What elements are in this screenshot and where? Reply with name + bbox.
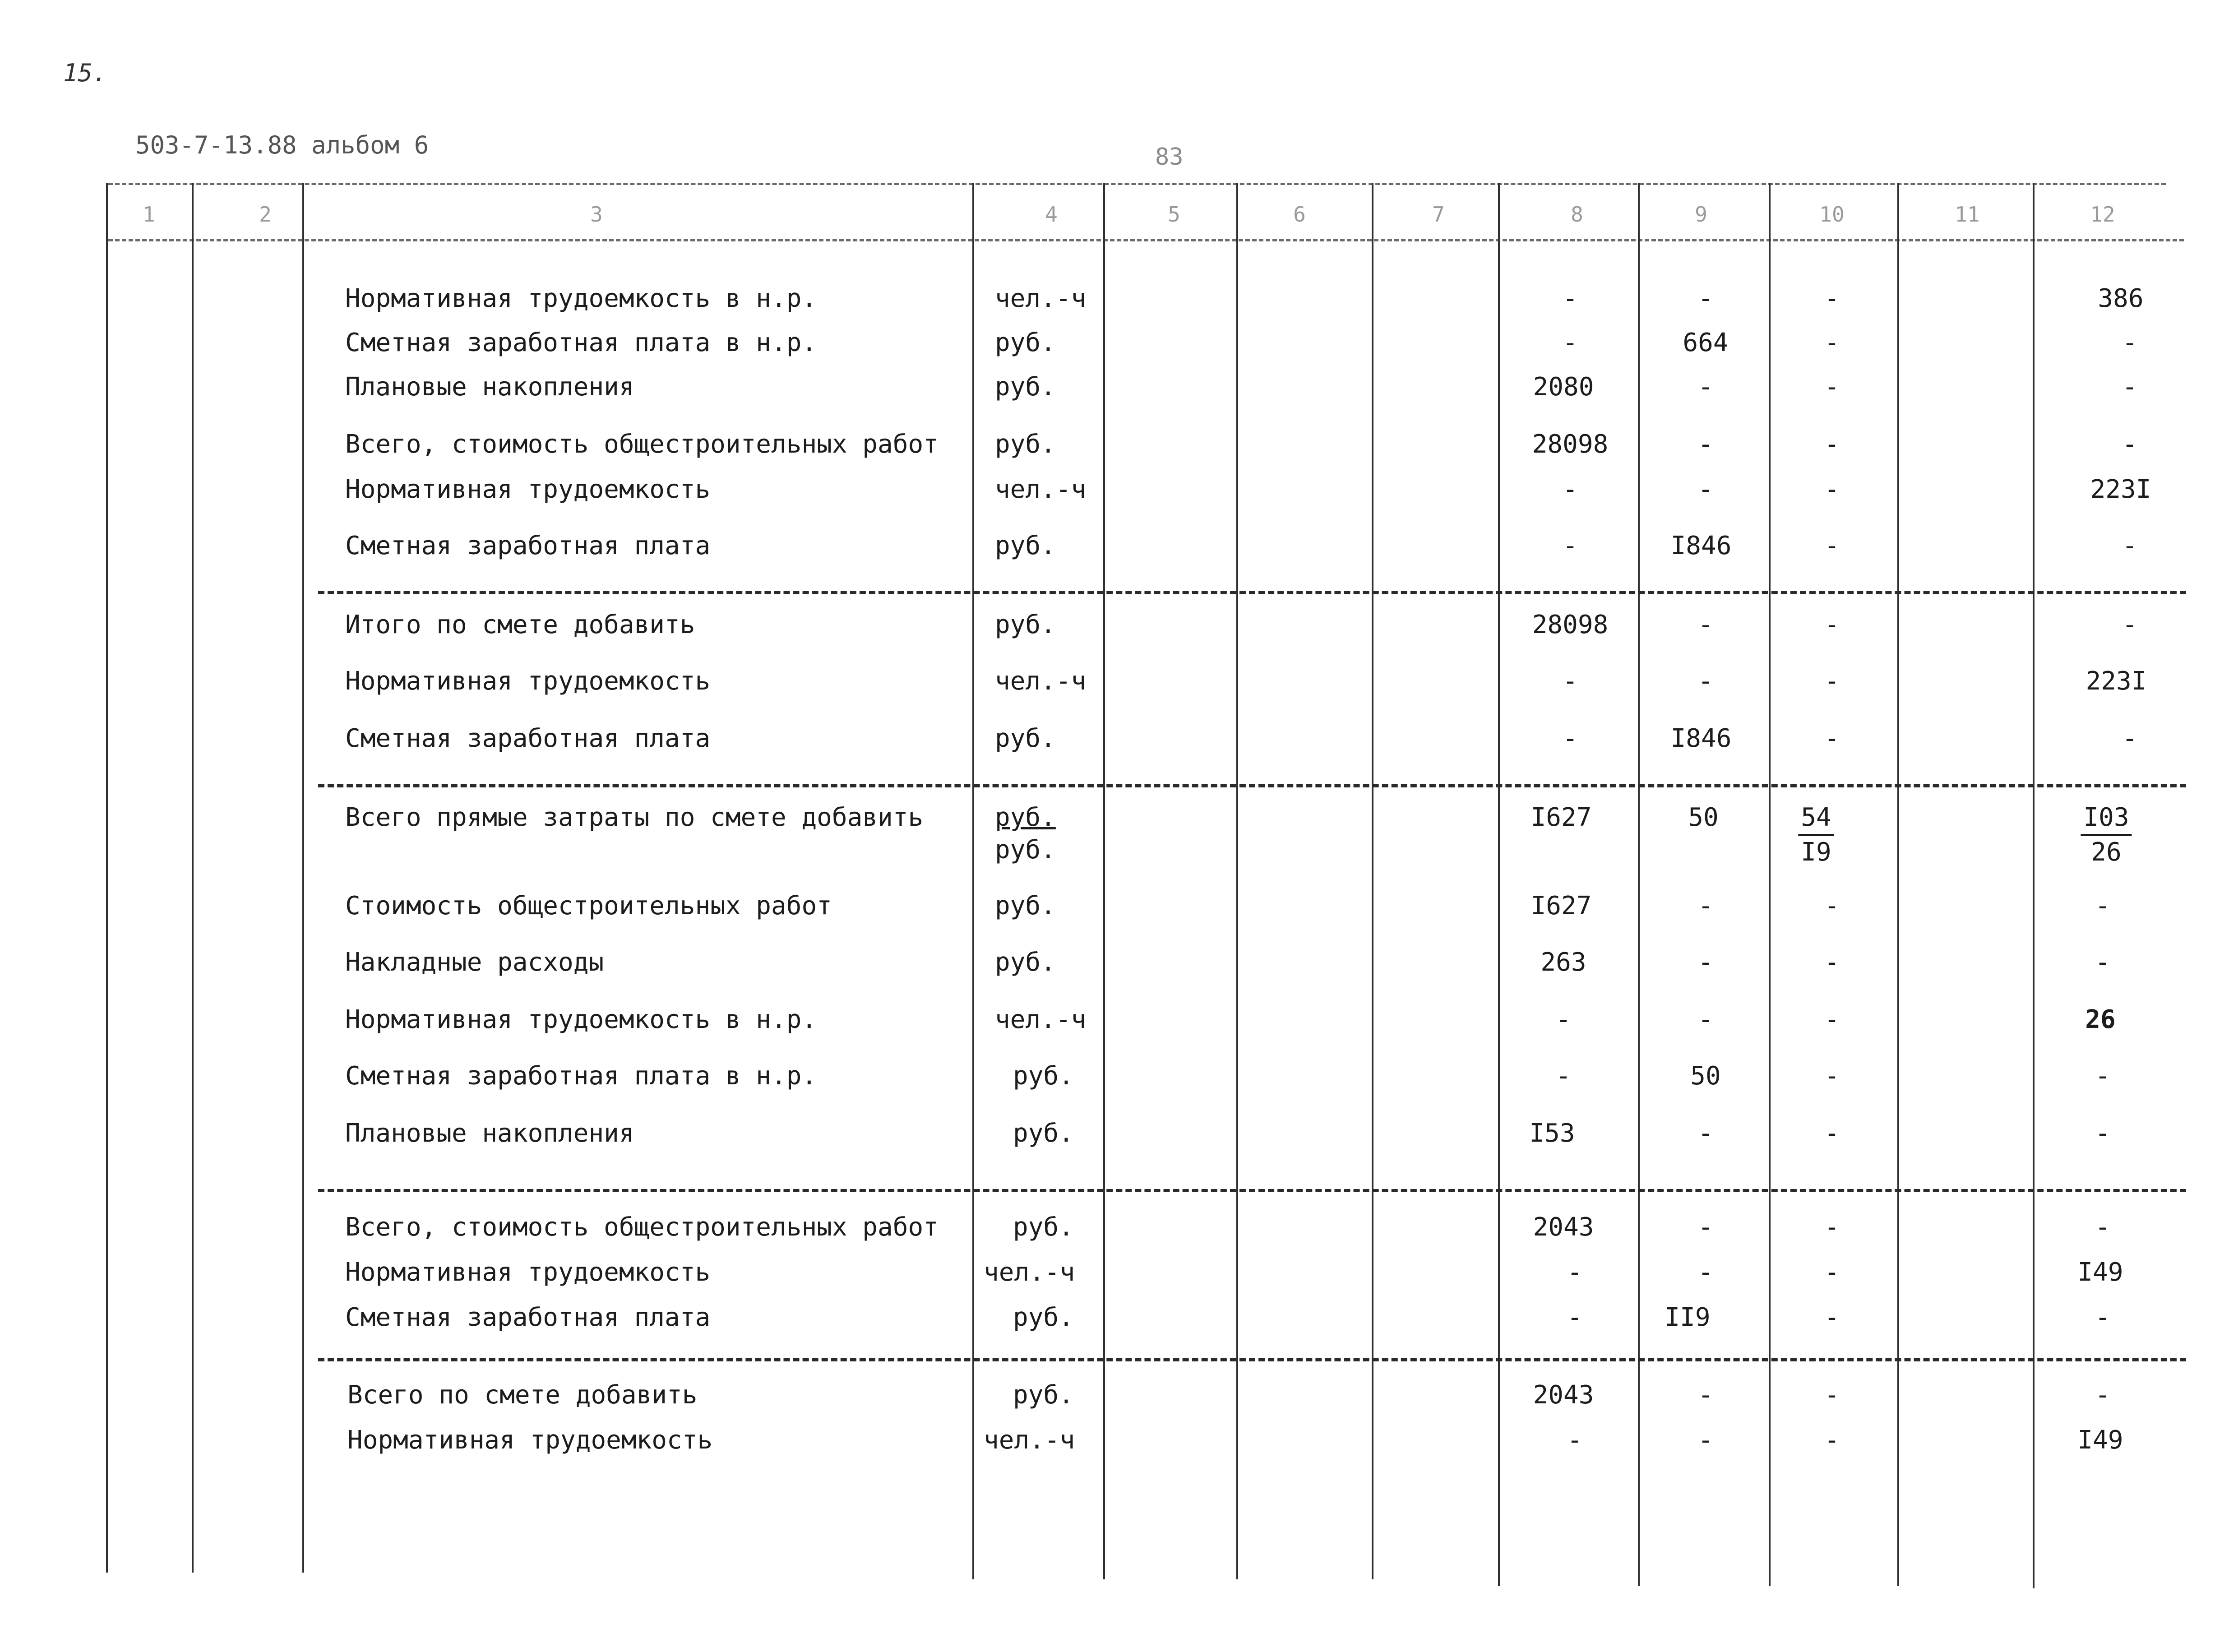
table-row — [0, 663, 2238, 699]
cell-col9: - — [1698, 475, 1713, 504]
cell-col9: - — [1698, 610, 1713, 639]
cell-col8: I627 — [1531, 891, 1592, 921]
row-unit: руб. — [1013, 1212, 1074, 1242]
row-label: Сметная заработная плата — [345, 1303, 711, 1332]
cell-col8: - — [1563, 475, 1578, 504]
column-header: 5 — [1168, 202, 1180, 227]
row-label: Нормативная трудоемкость — [345, 1258, 711, 1287]
cell-col9: I846 — [1670, 531, 1732, 560]
cell-col10: - — [1824, 475, 1840, 504]
header-bottom-rule — [108, 239, 2184, 241]
table-row — [0, 1254, 2238, 1291]
row-unit: руб. — [1013, 1303, 1074, 1332]
table-row — [0, 369, 2238, 405]
cell-col8: - — [1567, 1303, 1582, 1332]
column-header: 3 — [590, 202, 603, 227]
row-unit: руб. — [995, 328, 1056, 357]
column-header: 11 — [1955, 202, 1980, 227]
cell-col10: - — [1824, 948, 1840, 977]
row-label: Всего, стоимость общестроительных работ — [345, 430, 939, 459]
row-unit: чел.-ч — [995, 475, 1087, 504]
cell-col12: 386 — [2098, 284, 2144, 313]
row-unit: руб. — [995, 430, 1056, 459]
cell-col12: - — [2122, 430, 2137, 459]
table-row — [0, 944, 2238, 981]
cell-col8: I53 — [1529, 1119, 1575, 1148]
row-unit: руб. — [995, 891, 1056, 921]
cell-col9: 50 — [1688, 803, 1719, 832]
fraction-numerator: I03 — [2081, 801, 2132, 836]
column-header: 1 — [143, 202, 155, 227]
cell-col12: - — [2095, 1303, 2110, 1332]
row-label: Нормативная трудоемкость — [345, 475, 711, 504]
table-row — [0, 800, 2238, 872]
row-label: Сметная заработная плата — [345, 724, 711, 753]
table-row — [0, 1115, 2238, 1152]
column-header: 9 — [1695, 202, 1707, 227]
cell-col8: - — [1563, 531, 1578, 560]
cell-col8: 2043 — [1533, 1212, 1594, 1242]
row-unit: чел.-ч — [984, 1258, 1075, 1287]
row-label: Нормативная трудоемкость — [347, 1425, 713, 1455]
fraction-denominator: I9 — [1801, 838, 1831, 867]
doc-code: 503-7-13.88 альбом 6 — [135, 131, 429, 159]
row-label: Плановые накопления — [345, 1119, 634, 1148]
cell-col10: - — [1824, 1119, 1840, 1148]
table-row — [0, 528, 2238, 564]
cell-col10: - — [1824, 328, 1840, 357]
cell-col12: - — [2122, 531, 2137, 560]
cell-col12: - — [2122, 372, 2137, 402]
cell-col8: 263 — [1540, 948, 1586, 977]
column-header: 8 — [1571, 202, 1583, 227]
header-top-rule — [108, 183, 2166, 185]
cell-col9: - — [1698, 666, 1713, 696]
row-label: Всего по смете добавить — [347, 1380, 698, 1410]
cell-col12: - — [2095, 1380, 2110, 1410]
row-unit: руб. — [995, 531, 1056, 560]
table-row — [0, 888, 2238, 924]
cell-col9: - — [1698, 372, 1713, 402]
cell-col9: - — [1698, 1380, 1713, 1410]
page-number: 83 — [1155, 143, 1184, 171]
cell-col9: 50 — [1690, 1061, 1721, 1091]
section-separator — [318, 1358, 2186, 1361]
cell-col12: - — [2122, 610, 2137, 639]
section-separator — [318, 1189, 2186, 1192]
cell-col10: - — [1824, 1303, 1840, 1332]
row-label: Итого по смете добавить — [345, 610, 695, 639]
cell-col9: I846 — [1670, 724, 1732, 753]
row-unit: чел.-ч — [995, 284, 1087, 313]
cell-col10: - — [1824, 610, 1840, 639]
cell-col10: - — [1824, 1005, 1840, 1034]
cell-col9: - — [1698, 430, 1713, 459]
row-unit: чел.-ч — [995, 1005, 1087, 1034]
cell-col10: - — [1824, 891, 1840, 921]
cell-col12: - — [2095, 948, 2110, 977]
cell-col8: - — [1567, 1258, 1582, 1287]
cell-col12: - — [2122, 328, 2137, 357]
cell-col12: - — [2095, 1061, 2110, 1091]
cell-col8: 28098 — [1532, 430, 1609, 459]
cell-col8: 2043 — [1533, 1380, 1594, 1410]
row-unit: руб. — [995, 724, 1056, 753]
column-header: 7 — [1432, 202, 1445, 227]
cell-col8: - — [1563, 666, 1578, 696]
cell-col10: - — [1824, 531, 1840, 560]
row-label: Нормативная трудоемкость — [345, 666, 711, 696]
cell-col9: - — [1698, 891, 1713, 921]
cell-col10: - — [1824, 724, 1840, 753]
row-label: Нормативная трудоемкость в н.р. — [345, 1005, 817, 1034]
table-row — [0, 472, 2238, 508]
table-row — [0, 325, 2238, 361]
column-header: 6 — [1293, 202, 1306, 227]
row-label: Нормативная трудоемкость в н.р. — [345, 284, 817, 313]
cell-col10: - — [1824, 1212, 1840, 1242]
cell-col8: - — [1563, 328, 1578, 357]
row-unit: чел.-ч — [984, 1425, 1075, 1455]
cell-col10: - — [1824, 1425, 1840, 1455]
row-label: Всего прямые затраты по смете добавить — [345, 803, 924, 832]
cell-col8: 2080 — [1533, 372, 1594, 402]
cell-col9: - — [1698, 1119, 1713, 1148]
cell-col10: - — [1824, 1380, 1840, 1410]
cell-col12: I49 — [2077, 1258, 2123, 1287]
row-unit: руб. — [995, 610, 1056, 639]
row-unit: руб. — [1013, 1119, 1074, 1148]
cell-col9: - — [1698, 1212, 1713, 1242]
cell-col12: 223I — [2085, 666, 2147, 696]
cell-col8: I627 — [1531, 803, 1592, 832]
column-header: 4 — [1045, 202, 1058, 227]
row-unit: руб. — [995, 372, 1056, 402]
cell-col12: - — [2095, 1119, 2110, 1148]
row-label: Всего, стоимость общестроительных работ — [345, 1212, 939, 1242]
row-label: Сметная заработная плата в н.р. — [345, 328, 817, 357]
cell-col9: - — [1698, 1005, 1713, 1034]
corner-mark: 15. — [63, 59, 107, 87]
fraction-numerator: 54 — [1798, 801, 1834, 836]
cell-col12: 26 — [2085, 1005, 2116, 1034]
cell-col10: - — [1824, 372, 1840, 402]
cell-col12: I49 — [2077, 1425, 2123, 1455]
cell-col10: - — [1824, 284, 1840, 313]
cell-col12: 223I — [2090, 475, 2151, 504]
row-label: Стоимость общестроительных работ — [345, 891, 832, 921]
cell-col9: - — [1698, 1258, 1713, 1287]
cell-col8: - — [1563, 724, 1578, 753]
row-label: Сметная заработная плата — [345, 531, 711, 560]
table-row — [0, 1377, 2238, 1413]
row-label: Плановые накопления — [345, 372, 634, 402]
cell-col8: 28098 — [1532, 610, 1609, 639]
row-unit-secondary: руб. — [995, 835, 1056, 865]
cell-col9: 664 — [1683, 328, 1729, 357]
cell-col10: - — [1824, 1258, 1840, 1287]
table-row — [0, 1058, 2238, 1094]
row-unit: чел.-ч — [995, 666, 1087, 696]
table-row — [0, 721, 2238, 757]
fraction-col10 — [1798, 801, 1834, 869]
table-row — [0, 1209, 2238, 1245]
cell-col8: - — [1567, 1425, 1582, 1455]
cell-col10: - — [1824, 666, 1840, 696]
table-row — [0, 426, 2238, 463]
column-header: 10 — [1819, 202, 1845, 227]
cell-col12: - — [2122, 724, 2137, 753]
cell-col8: - — [1563, 284, 1578, 313]
fraction-denominator: 26 — [2091, 838, 2122, 867]
cell-col10: - — [1824, 1061, 1840, 1091]
column-header: 2 — [259, 202, 272, 227]
table-row — [0, 1422, 2238, 1458]
cell-col9: - — [1698, 284, 1713, 313]
fraction-col12 — [2081, 801, 2132, 869]
table-row — [0, 1300, 2238, 1336]
section-separator — [318, 591, 2186, 594]
cell-col8: - — [1556, 1005, 1571, 1034]
row-unit: руб. — [995, 948, 1056, 977]
cell-col10: - — [1824, 430, 1840, 459]
row-unit: руб. — [995, 803, 1056, 832]
cell-col9: - — [1698, 948, 1713, 977]
column-header: 12 — [2090, 202, 2115, 227]
section-separator — [318, 784, 2186, 787]
table-row — [0, 607, 2238, 643]
cell-col9: - — [1698, 1425, 1713, 1455]
table-row — [0, 281, 2238, 317]
row-unit: руб. — [1013, 1061, 1074, 1091]
cell-col12: - — [2095, 1212, 2110, 1242]
row-unit: руб. — [1013, 1380, 1074, 1410]
table-row — [0, 1002, 2238, 1038]
row-label: Накладные расходы — [345, 948, 604, 977]
cell-col8: - — [1556, 1061, 1571, 1091]
row-label: Сметная заработная плата в н.р. — [345, 1061, 817, 1091]
cell-col9: II9 — [1665, 1303, 1711, 1332]
cell-col12: - — [2095, 891, 2110, 921]
